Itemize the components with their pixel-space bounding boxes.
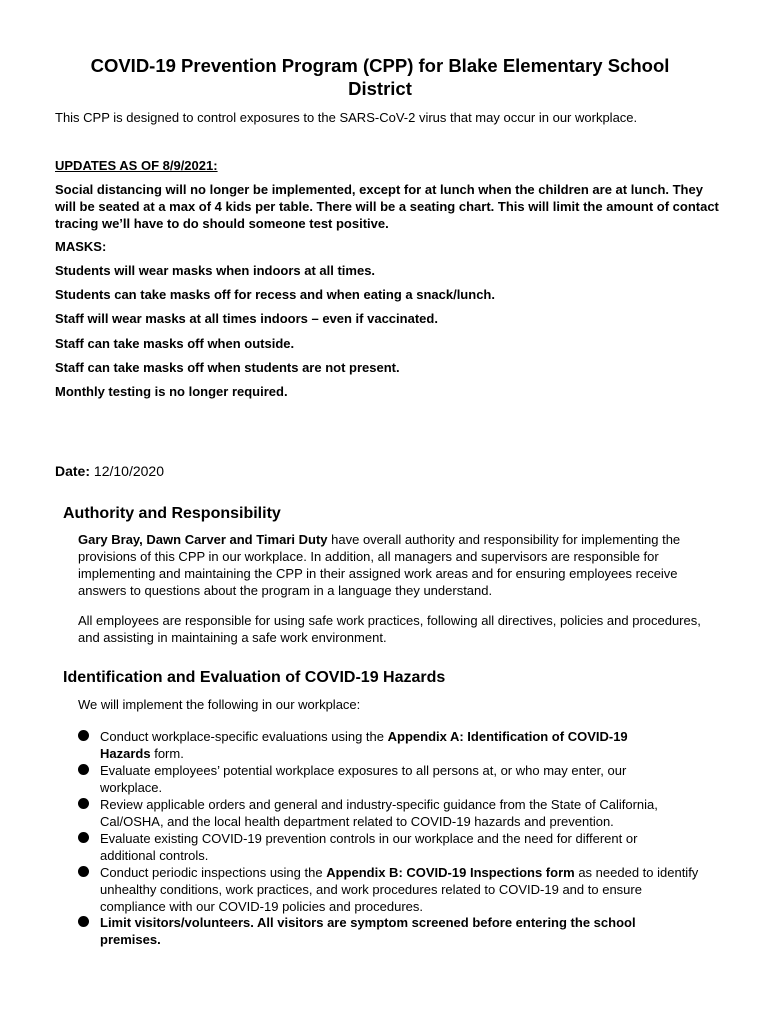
mask-rule: Students can take masks off for recess and when eating a snack/lunch. [55,287,495,302]
updates-heading: UPDATES AS OF 8/9/2021: [55,158,218,173]
list-item-text: Review applicable orders and general and industry-specific guidance from the State of California, Cal/OSHA, and the local health department related to COVID-19 hazards and prevention. [100,797,658,829]
masks-label: MASKS: [55,239,107,254]
testing-note: Monthly testing is no longer required. [55,384,288,399]
authority-text: have overall authority and responsibility for implementing the provisions of this CPP in our workplace. In addition, all managers and supervisors are responsible for implementing and maintaining the CPP in their assigned work areas and for ensuring employees receive answers to questions about the program in a language they understand. [78,532,681,598]
list-item-text: form. [154,746,184,761]
identification-intro: We will implement the following in our workplace: [78,697,361,712]
list-item-text: Conduct workplace-specific evaluations using the [100,729,384,744]
distancing-text: Social distancing will no longer be implemented, except for at lunch when the children are at lunch. They will be seated at a max of 4 kids per table. There will be a seating chart. This will limit the amount of contact tracing we’ll have to do should someone test positive. [55,182,719,231]
bullet-icon [78,764,89,775]
list-item-text: Conduct periodic inspections using the [100,865,323,880]
appendix-b-reference: Appendix B: COVID-19 Inspections form [326,865,575,880]
bullet-icon [78,866,89,877]
authority-paragraph [78,531,708,599]
bullet-icon [78,832,89,843]
authority-heading: Authority and Responsibility [63,505,281,522]
appendix-a-reference: Appendix A: Identification of COVID-19 Hazards [100,729,628,761]
date-line [55,462,164,480]
bullet-icon [78,916,89,927]
list-item-text: Evaluate existing COVID-19 prevention controls in our workplace and the need for different or additional controls. [100,831,638,863]
list-item-text: Evaluate employees’ potential workplace exposures to all persons at, or who may enter, our workplace. [100,763,627,795]
date-label: Date: [55,463,91,479]
mask-rule: Staff can take masks off when students are not present. [55,360,400,375]
mask-rule: Staff will wear masks at all times indoors – even if vaccinated. [55,311,438,326]
intro-text: This CPP is designed to control exposures to the SARS-CoV-2 virus that may occur in our workplace. [55,110,638,125]
document-title: COVID-19 Prevention Program (CPP) for Blake Elementary School District [90,55,670,99]
date-value: 12/10/2020 [93,463,164,479]
bullet-icon [78,798,89,809]
identification-heading: Identification and Evaluation of COVID-19 Hazards [63,669,446,686]
mask-rule: Staff can take masks off when outside. [55,336,295,351]
list-item-text: Limit visitors/volunteers. All visitors are symptom screened before entering the school premises. [100,915,636,947]
mask-rule: Students will wear masks when indoors at all times. [55,263,376,278]
list-item-text: as needed to identify unhealthy conditions, work practices, and work procedures related to COVID-19 and to ensure compliance with our COVID-19 policies and procedures. [100,865,699,914]
employees-paragraph: All employees are responsible for using safe work practices, following all directives, policies and procedures, and assisting in maintaining a safe work environment. [78,613,701,645]
bullet-icon [78,730,89,741]
responsible-names: Gary Bray, Dawn Carver and Timari Duty [78,532,328,547]
